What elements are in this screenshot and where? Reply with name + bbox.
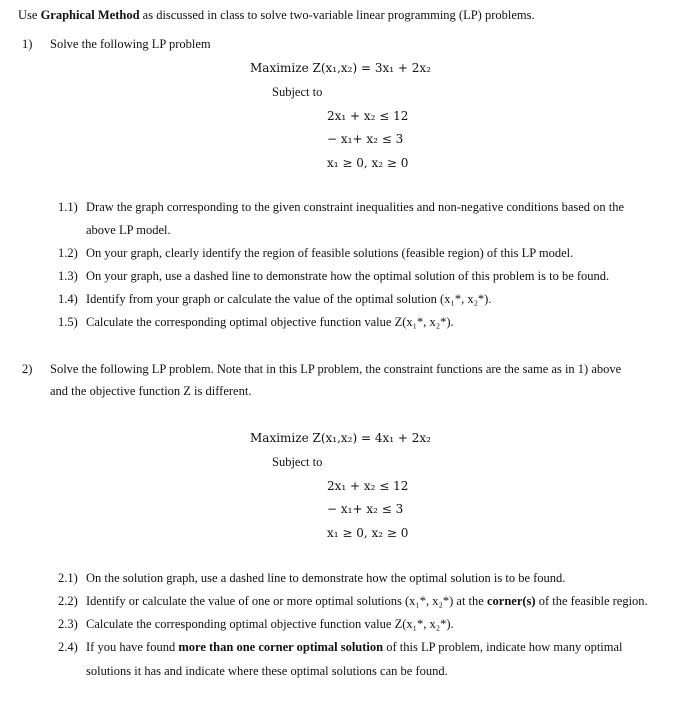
problem2-number: 2) (22, 362, 33, 376)
task-2-1-text: On the solution graph, use a dashed line to demonstrate how the optimal solution is to be found. (86, 571, 566, 585)
problem2-objective: Maximize Z(x₁,x₂) = 4x₁ + 2x₂ (250, 431, 431, 445)
task-2-2-number: 2.2) (58, 594, 78, 608)
task-1-4-text: Identify from your graph or calculate the value of the optimal solution (x₁*, x₂*). (86, 292, 492, 306)
task-1-2-number: 1.2) (58, 246, 78, 260)
problem1-constraint-1: 2x₁ + x₂ ≤ 12 (327, 109, 409, 123)
task-2-3-text: Calculate the corresponding optimal objective function value Z(x₁*, x₂*). (86, 617, 454, 631)
problem1-title: Solve the following LP problem (50, 37, 211, 51)
intro-line (18, 8, 535, 23)
task-1-3-number: 1.3) (58, 269, 78, 283)
intro-suffix: as discussed in class to solve two-variable linear programming (LP) problems. (142, 8, 535, 22)
task-2-2-text (86, 594, 648, 609)
problem1-constraint-2: − x₁+ x₂ ≤ 3 (327, 132, 404, 146)
task-1-4-number: 1.4) (58, 292, 78, 306)
task-1-1-line2: above LP model. (86, 223, 171, 237)
task-1-1-line1: Draw the graph corresponding to the given constraint inequalities and non-negative conditions based on the (86, 200, 625, 214)
task-2-2-part-a: Identify or calculate the value of one or more optimal solutions (x₁*, x₂*) at the (86, 594, 484, 608)
task-2-1-number: 2.1) (58, 571, 78, 585)
task-2-4-number: 2.4) (58, 640, 78, 654)
task-1-3-text: On your graph, use a dashed line to demonstrate how the optimal solution of this problem is to be found. (86, 269, 610, 283)
task-2-4-line2: solutions it has and indicate where these optimal solutions can be found. (86, 664, 448, 678)
task-1-2-text: On your graph, clearly identify the region of feasible solutions (feasible region) of this LP model. (86, 246, 574, 260)
problem2-constraint-1: 2x₁ + x₂ ≤ 12 (327, 479, 409, 493)
task-1-5-number: 1.5) (58, 315, 78, 329)
task-2-4-part-a: If you have found (86, 640, 176, 654)
problem1-number: 1) (22, 37, 33, 51)
task-1-1-number: 1.1) (58, 200, 78, 214)
problem1-constraint-3: x₁ ≥ 0, x₂ ≥ 0 (327, 156, 409, 170)
task-2-4-bold: more than one corner optimal solution (178, 640, 384, 654)
problem2-subject-to: Subject to (272, 455, 323, 469)
task-2-3-number: 2.3) (58, 617, 78, 631)
problem2-line2: and the objective function Z is different. (50, 384, 252, 398)
task-2-4-text (86, 640, 623, 655)
intro-bold: Graphical Method (40, 8, 140, 22)
problem1-objective: Maximize Z(x₁,x₂) = 3x₁ + 2x₂ (250, 61, 431, 75)
problem2-constraint-2: − x₁+ x₂ ≤ 3 (327, 502, 404, 516)
problem2-constraint-3: x₁ ≥ 0, x₂ ≥ 0 (327, 526, 409, 540)
problem2-line1: Solve the following LP problem. Note that in this LP problem, the constraint functions are the same as in 1) above (50, 362, 622, 376)
task-1-5-text: Calculate the corresponding optimal objective function value Z(x₁*, x₂*). (86, 315, 454, 329)
task-2-4-part-b: of this LP problem, indicate how many optimal (386, 640, 623, 654)
task-2-2-bold: corner(s) (486, 594, 536, 608)
problem1-subject-to: Subject to (272, 85, 323, 99)
intro-prefix: Use (18, 8, 38, 22)
task-2-2-part-b: of the feasible region. (538, 594, 648, 608)
